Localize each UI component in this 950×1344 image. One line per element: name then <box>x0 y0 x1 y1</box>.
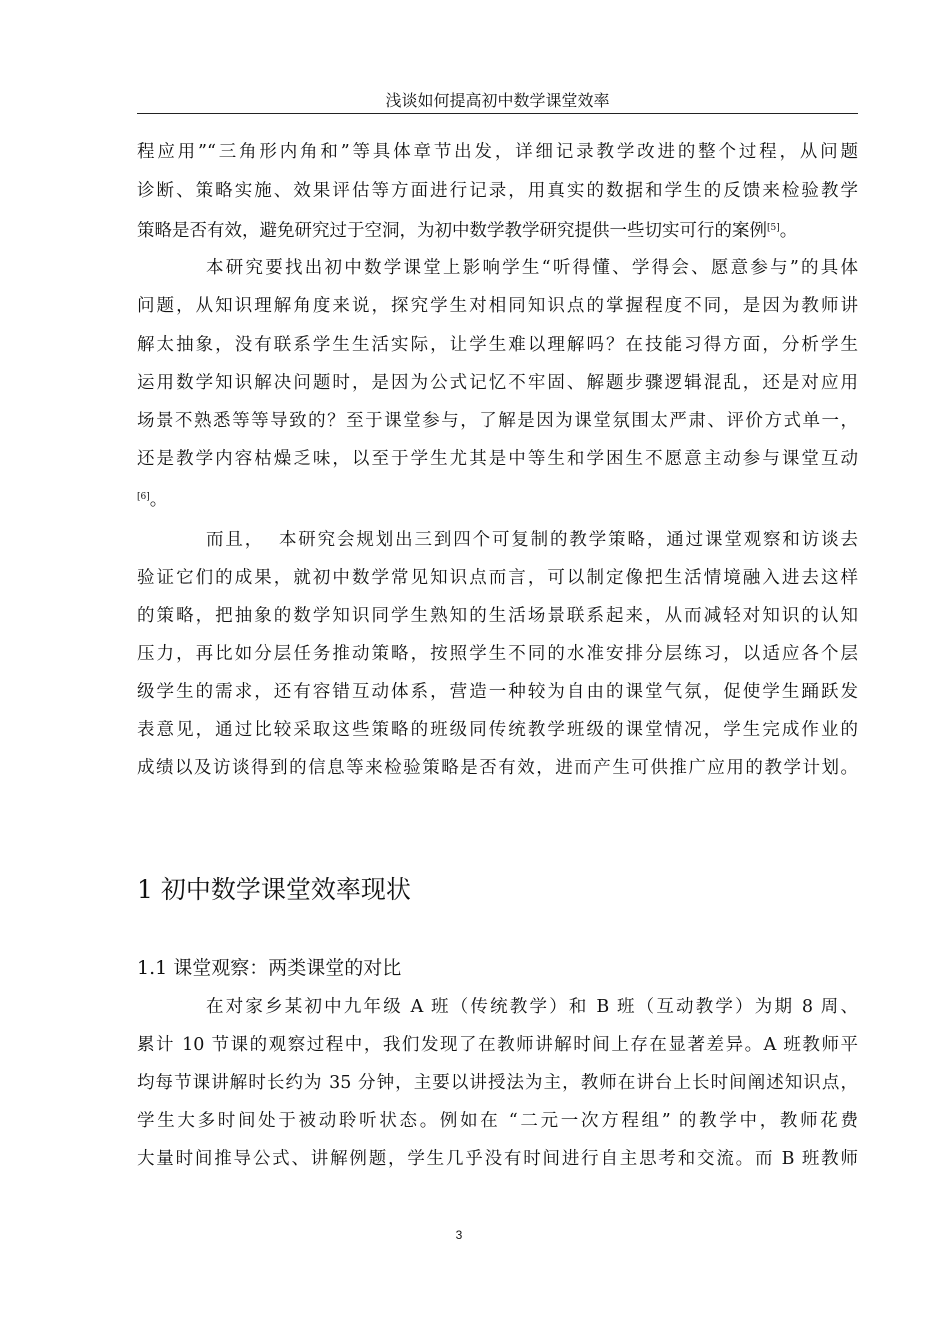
text-line: 均每节课讲解时长约为 35 分钟，主要以讲授法为主，教师在讲台上长时间阐述知识点， <box>137 1073 858 1093</box>
text-line: 级学生的需求，还有容错互动体系，营造一种较为自由的课堂气氛，促使学生踊跃发 <box>137 682 858 702</box>
citation: [6] <box>137 492 150 502</box>
text-line: 本研究要找出初中数学课堂上影响学生“听得懂、学得会、愿意参与”的具体 <box>206 258 858 278</box>
citation: [5] <box>767 223 780 233</box>
text-line: 场景不熟悉等等导致的？至于课堂参与，了解是因为课堂氛围太严肃、评价方式单一， <box>137 411 858 431</box>
text-line: 解太抽象，没有联系学生生活实际，让学生难以理解吗？在技能习得方面，分析学生 <box>137 335 858 355</box>
subsection-heading: 1.1 课堂观察：两类课堂的对比 <box>137 957 402 979</box>
text-line: 验证它们的成果，就初中数学常见知识点而言，可以制定像把生活情境融入进去这样 <box>137 568 858 588</box>
text-line: 成绩以及访谈得到的信息等来检验策略是否有效，进而产生可供推广应用的教学计划。 <box>137 758 858 778</box>
text-line <box>137 216 858 243</box>
text-span: 策略是否有效，避免研究过于空洞，为初中数学教学研究提供一些切实可行的案例 <box>137 221 767 241</box>
page-number: 3 <box>455 1228 463 1242</box>
text-line: 累计 10 节课的观察过程中，我们发现了在教师讲解时间上存在显著差异。A 班教师平 <box>137 1035 858 1055</box>
text-line: 压力，再比如分层任务推动策略，按照学生不同的水准安排分层练习，以适应各个层 <box>137 644 858 664</box>
header-rule <box>137 113 858 114</box>
text-line: 而且， 本研究会规划出三到四个可复制的教学策略，通过课堂观察和访谈去 <box>206 530 858 550</box>
text-span: 。 <box>779 221 798 241</box>
section-heading: 1 初中数学课堂效率现状 <box>137 875 411 904</box>
text-line: 运用数学知识解决问题时，是因为公式记忆不牢固、解题步骤逻辑混乱，还是对应用 <box>137 373 858 393</box>
text-line: 程应用”“三角形内角和”等具体章节出发，详细记录教学改进的整个过程，从问题 <box>137 142 858 162</box>
text-line: 在对家乡某初中九年级 A 班（传统教学）和 B 班（互动教学）为期 8 周、 <box>206 997 858 1017</box>
text-line <box>137 485 858 512</box>
text-line: 学生大多时间处于被动聆听状态。例如在 “二元一次方程组” 的教学中，教师花费 <box>137 1111 858 1131</box>
text-line: 的策略，把抽象的数学知识同学生熟知的生活场景联系起来，从而减轻对知识的认知 <box>137 606 858 626</box>
text-span: 。 <box>149 490 168 510</box>
text-line: 还是教学内容枯燥乏味，以至于学生尤其是中等生和学困生不愿意主动参与课堂互动 <box>137 449 858 469</box>
text-line: 问题，从知识理解角度来说，探究学生对相同知识点的掌握程度不同，是因为教师讲 <box>137 296 858 316</box>
text-line: 表意见，通过比较采取这些策略的班级同传统教学班级的课堂情况，学生完成作业的 <box>137 720 858 740</box>
running-header: 浅谈如何提高初中数学课堂效率 <box>385 91 610 110</box>
text-line: 大量时间推导公式、讲解例题，学生几乎没有时间进行自主思考和交流。而 B 班教师 <box>137 1149 858 1169</box>
text-line: 诊断、策略实施、效果评估等方面进行记录，用真实的数据和学生的反馈来检验教学 <box>137 181 858 201</box>
